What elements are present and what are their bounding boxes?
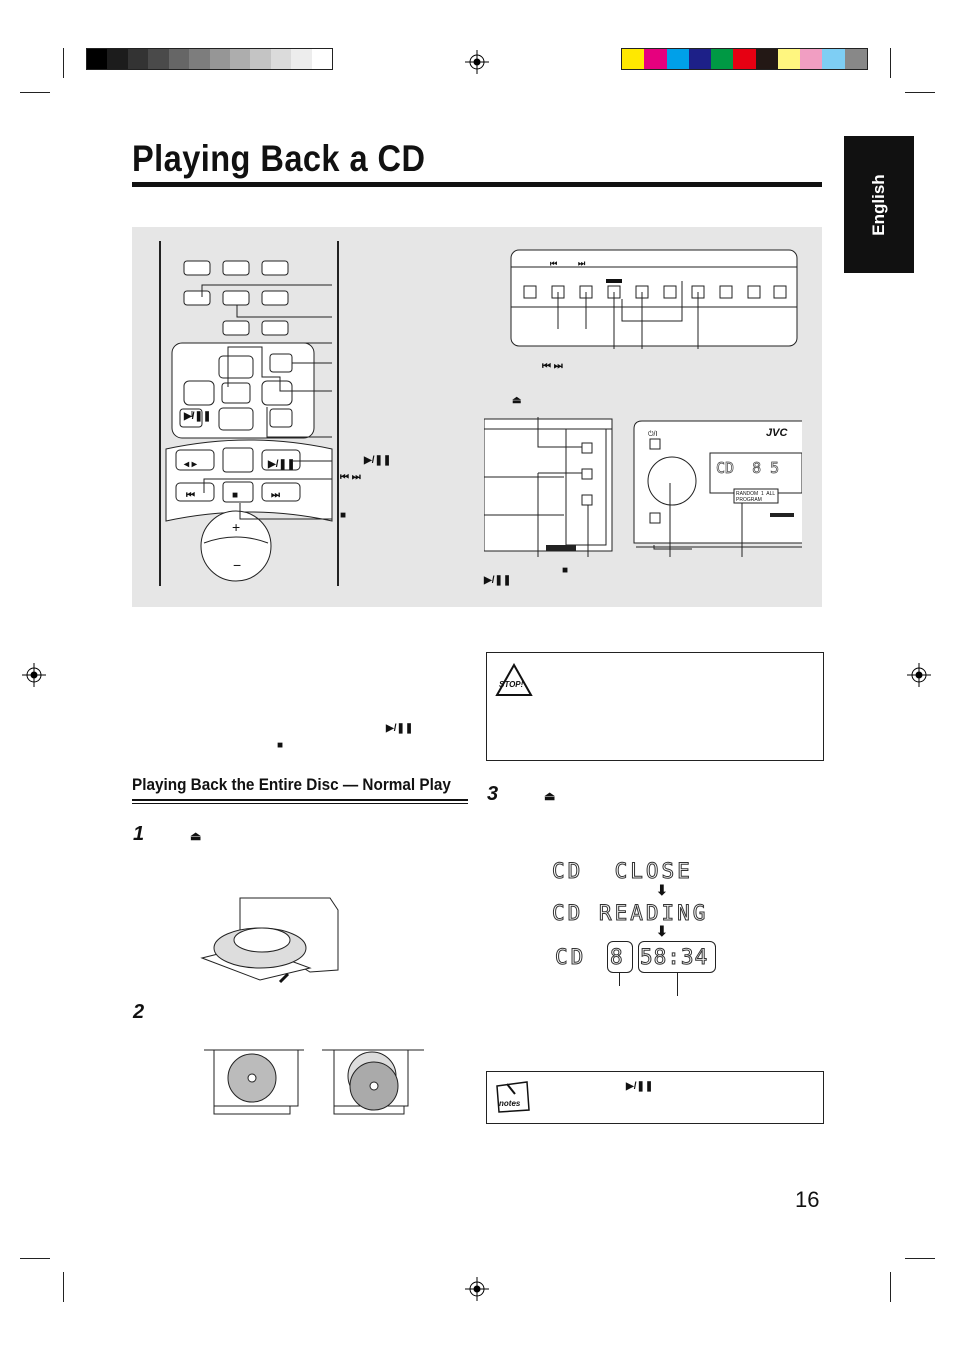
callout-play-pause: ▶/❚❚ (364, 455, 392, 466)
notes-box (486, 1071, 824, 1124)
down-arrow-icon: ⬇ (656, 882, 668, 898)
registration-mark-top (465, 50, 489, 74)
grayscale-bar (86, 48, 333, 70)
crop-mark (890, 1272, 891, 1302)
step-number-2: 2 (133, 1001, 145, 1023)
eject-callout: ⏏ (512, 395, 522, 406)
remote-next-label: ⏭ (271, 490, 280, 501)
lcd-total-time: 58:34 (640, 945, 709, 969)
remote-vol-plus-label: + (232, 519, 241, 535)
crop-mark (890, 48, 891, 78)
crop-mark (63, 1272, 64, 1302)
lcd-line-cd: CD (555, 945, 587, 969)
callout-skip: ⏮ ⏭ (340, 472, 361, 483)
deck-stop-callout: ■ (562, 565, 569, 576)
lcd-track-count: 8 (610, 945, 626, 969)
registration-mark-right (907, 663, 931, 687)
page-number: 16 (795, 1187, 820, 1212)
unit-display: CD 8 5 (716, 459, 780, 477)
panel-skip-callout: ⏮ ⏭ (542, 361, 563, 372)
step1-eject-symbol: ⏏ (190, 829, 202, 843)
registration-mark-left (22, 663, 46, 687)
crop-mark (20, 92, 50, 93)
unit-mode-labels: RANDOM 1 ALL PROGRAM (736, 491, 776, 503)
caution-box (486, 652, 824, 761)
language-tab-label: English (869, 173, 888, 236)
remote-play-pause-label: ▶/❚❚ (184, 411, 212, 422)
lcd-line-reading: CD READING (552, 901, 709, 925)
registration-mark-bottom (465, 1277, 489, 1301)
crop-mark (905, 92, 935, 93)
lcd-line-close: CD CLOSE (552, 859, 693, 883)
step-number-1: 1 (133, 823, 145, 845)
language-tab (844, 136, 914, 273)
brand-logo: JVC (766, 427, 788, 439)
play-pause-symbol: ▶/❚❚ (386, 723, 414, 734)
stop-symbol: ■ (277, 740, 284, 751)
page-title: Playing Back a CD (132, 138, 426, 179)
down-arrow-icon: ⬇ (656, 923, 668, 939)
section-rule-thin (132, 803, 468, 804)
remote-vol-minus-label: − (233, 557, 242, 573)
stop-badge-label: STOP! (499, 680, 524, 689)
controls-figure (132, 227, 822, 607)
track-count-callout-line (619, 972, 620, 986)
title-rule (132, 182, 822, 187)
section-heading: Playing Back the Entire Disc — Normal Play (132, 775, 451, 794)
panel-skip-fwd-label: ⏭ (578, 259, 586, 268)
notes-play-pause-symbol: ▶/❚❚ (626, 1081, 654, 1092)
cd-deck-illustration (484, 417, 614, 557)
deck-play-pause-callout: ▶/❚❚ (484, 575, 512, 586)
crop-mark (20, 1258, 50, 1259)
remote-stop-label: ■ (232, 490, 239, 501)
remote-play-pause2-label: ▶/❚❚ (268, 459, 296, 470)
cd-tray-open-illustration (200, 890, 340, 990)
step3-eject-symbol: ⏏ (544, 789, 556, 803)
remote-rev-fwd-label: ◂ ▸ (184, 459, 197, 470)
disc-placement-illustration (204, 1048, 424, 1116)
section-rule (132, 799, 468, 801)
step-number-3: 3 (487, 783, 499, 805)
power-label: ⏻/I (648, 431, 658, 438)
crop-mark (63, 48, 64, 78)
notes-badge-label: notes (499, 1099, 521, 1108)
crop-mark (905, 1258, 935, 1259)
notes-icon (493, 1080, 533, 1114)
stop-warning-icon (495, 663, 533, 697)
callout-stop: ■ (340, 510, 347, 521)
color-bar (621, 48, 868, 70)
panel-skip-back-label: ⏮ (550, 259, 558, 268)
total-time-callout-line (677, 972, 678, 996)
remote-prev-label: ⏮ (186, 490, 195, 501)
